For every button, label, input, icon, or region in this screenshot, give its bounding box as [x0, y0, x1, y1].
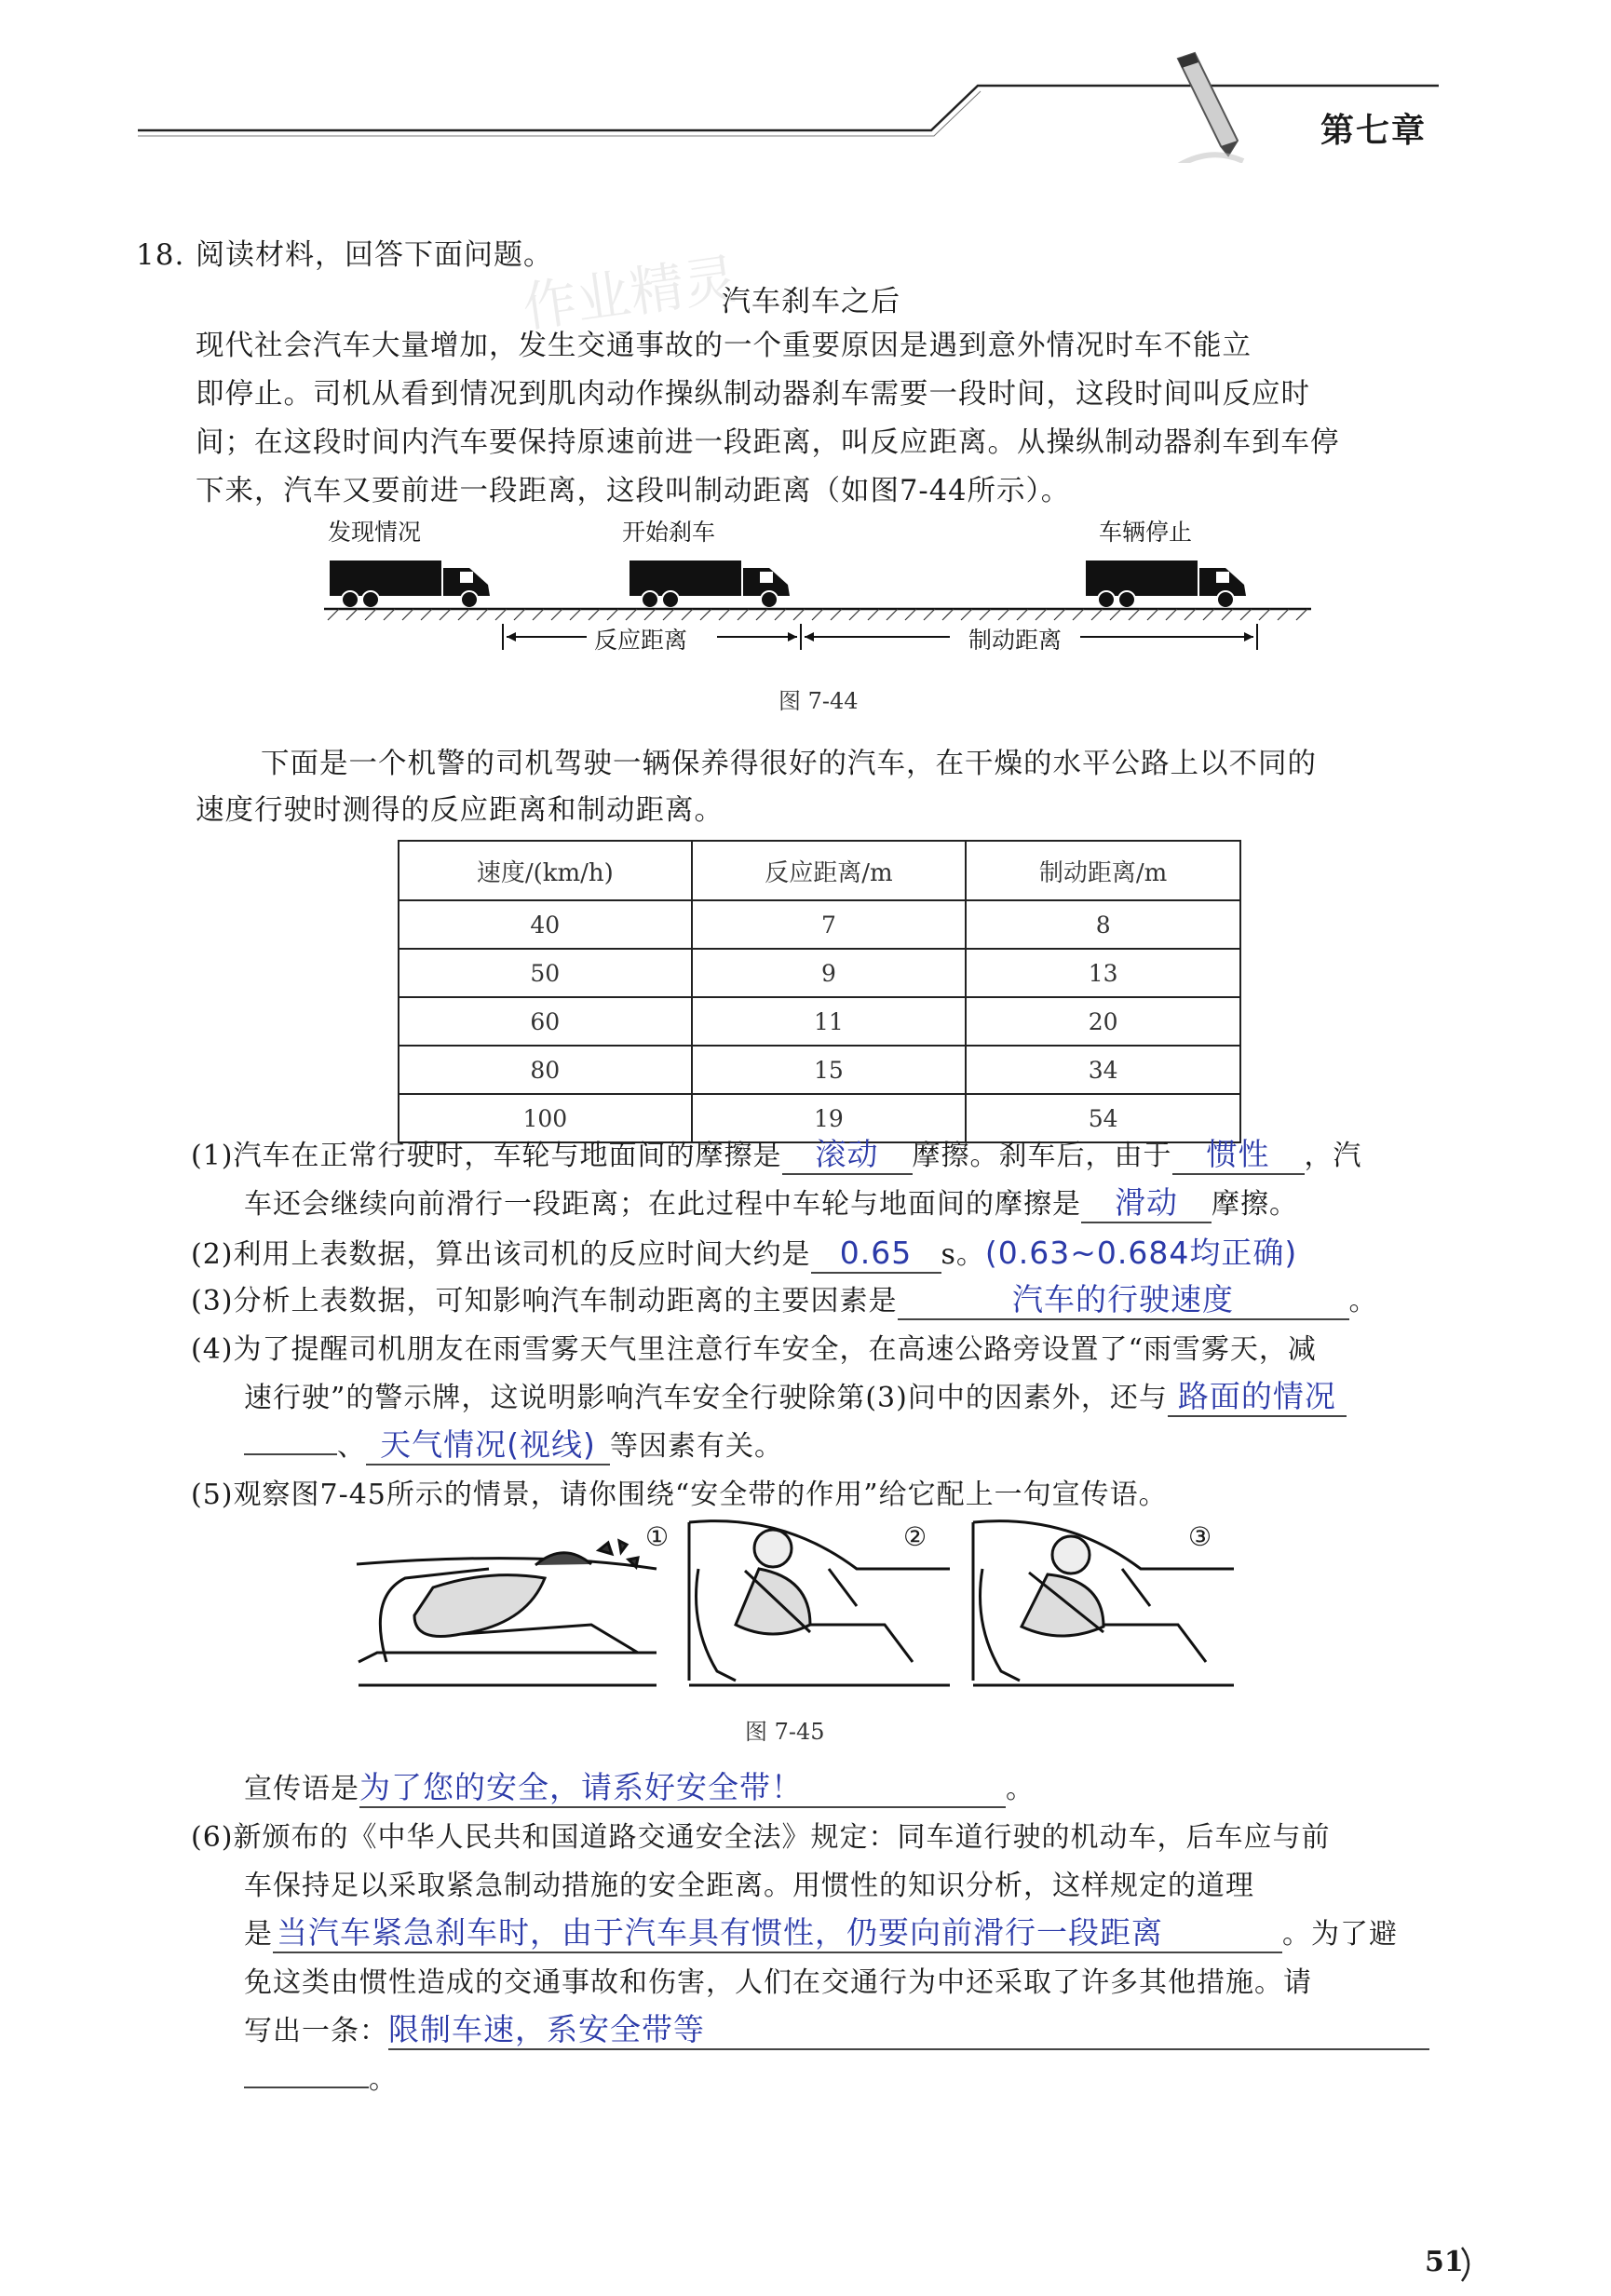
- q6-line-3: 是 当汽车紧急刹车时，由于汽车具有惯性，仍要向前滑行一段距离 。为了避: [244, 1911, 1398, 1959]
- paragraph-2-line-2: 速度行驶时测得的反应距离和制动距离。: [196, 794, 724, 827]
- q6-line-5: 写出一条：限制车速，系安全带等: [244, 2007, 1429, 2056]
- table-cell: 100: [399, 1094, 692, 1142]
- q6-line-2: 车保持足以采取紧急制动措施的安全距离。用惯性的知识分析，这样规定的道理: [244, 1870, 1254, 1902]
- table-row: [399, 997, 1240, 1046]
- q4-line-3: 、 天气情况(视线) 等因素有关。: [244, 1423, 783, 1471]
- q4-answer-2: 天气情况(视线): [366, 1426, 610, 1465]
- q1-line-1: (1)汽车在正常行驶时，车轮与地面间的摩擦是 滚动 摩擦。刹车后，由于 惯性 ，汽: [191, 1132, 1362, 1181]
- table-cell: 20: [966, 997, 1240, 1046]
- q6-answer-2: 限制车速，系安全带等: [388, 2011, 1429, 2050]
- q3-answer: 汽车的行驶速度: [898, 1281, 1349, 1320]
- paragraph-2-line-1: 下面是一个机警的司机驾驶一辆保养得很好的汽车，在干燥的水平公路上以不同的: [261, 748, 1317, 780]
- table-header-row: [399, 841, 1240, 900]
- question-number: 18.: [136, 238, 185, 272]
- fig44-brake-distance: 制动距离: [968, 627, 1063, 654]
- truck-icon: [1086, 560, 1246, 608]
- article-paragraph-1d: [196, 467, 1070, 516]
- fig45-mark-1: ①: [645, 1521, 670, 1552]
- q6-answer-1: 当汽车紧急刹车时，由于汽车具有惯性，仍要向前滑行一段距离: [273, 1914, 1282, 1953]
- q3-line: (3)分析上表数据，可知影响汽车制动距离的主要因素是 汽车的行驶速度 。: [191, 1277, 1378, 1326]
- page-number: 51: [1425, 2246, 1464, 2278]
- table-cell: 8: [966, 900, 1240, 949]
- table-row: [399, 949, 1240, 997]
- article-line: 下来，汽车又要前进一段距离，这段叫制动距离（如图7-44所示）。: [196, 475, 1071, 507]
- article-paragraph-1: [196, 322, 1252, 371]
- table-cell: 15: [692, 1046, 967, 1094]
- q6-line-1: (6)新颁布的《中华人民共和国道路交通安全法》规定：同车道行驶的机动车，后车应与前: [191, 1821, 1331, 1854]
- article-line: 现代社会汽车大量增加，发生交通事故的一个重要原因是遇到意外情况时车不能立: [196, 330, 1252, 362]
- q4-answer-1: 路面的情况: [1168, 1378, 1347, 1417]
- header-rule: [0, 0, 1611, 186]
- truck-icon: [630, 560, 790, 608]
- q2-line: (2)利用上表数据，算出该司机的反应时间大约是 0.65 s。(0.63~0.684均正确): [191, 1229, 1297, 1279]
- table-cell: 40: [399, 900, 692, 949]
- q6-line-6: 。: [244, 2056, 398, 2104]
- table-cell: 60: [399, 997, 692, 1046]
- fig44-label-discover: 发现情况: [328, 519, 422, 546]
- fig44-label-brake: 开始刹车: [622, 519, 716, 546]
- chapter-title: 第七章: [1320, 111, 1428, 150]
- q5-slogan-line: 宣传语是为了您的安全，请系好安全带！ 。: [244, 1765, 1035, 1814]
- watermark: 作业精灵: [519, 247, 742, 340]
- article-paragraph-1b: [196, 371, 1310, 419]
- q1-line-2: 车还会继续向前滑行一段距离；在此过程中车轮与地面间的摩擦是 滑动 摩擦。: [244, 1181, 1298, 1229]
- q1-answer-2: 惯性: [1172, 1136, 1305, 1175]
- table-cell: 50: [399, 949, 692, 997]
- truck-icon: [330, 560, 490, 608]
- fig44-caption: 图 7-44: [778, 688, 859, 714]
- page-number-bracket: [1458, 2244, 1477, 2285]
- article-paragraph-1c: [196, 419, 1340, 467]
- table-cell: 34: [966, 1046, 1240, 1094]
- table-cell: 11: [692, 997, 967, 1046]
- fig45-mark-3: ③: [1188, 1521, 1213, 1552]
- table-cell: 7: [692, 900, 967, 949]
- fig44-label-stop: 车辆停止: [1099, 519, 1193, 546]
- q5-line: (5)观察图7-45所示的情景，请你围绕“安全带的作用”给它配上一句宣传语。: [191, 1479, 1168, 1511]
- table-cell: 19: [692, 1094, 967, 1142]
- table-cell: 9: [692, 949, 967, 997]
- fig45-mark-2: ②: [903, 1521, 928, 1552]
- fig44-reaction-distance: 反应距离: [594, 627, 688, 654]
- question-intro: 阅读材料，回答下面问题。: [196, 238, 553, 272]
- table-header-cell: 制动距离/m: [966, 841, 1240, 900]
- table-cell: 80: [399, 1046, 692, 1094]
- speed-distance-table: [398, 840, 1241, 1143]
- q1-answer-3: 滑动: [1081, 1184, 1212, 1223]
- table-cell: 54: [966, 1094, 1240, 1142]
- q4-line-1: (4)为了提醒司机朋友在雨雪雾天气里注意行车安全，在高速公路旁设置了“雨雪雾天，减: [191, 1333, 1317, 1366]
- table-header-cell: 速度/(km/h): [399, 841, 692, 900]
- article-line: 即停止。司机从看到情况到肌肉动作操纵制动器刹车需要一段时间，这段时间叫反应时: [196, 378, 1310, 411]
- table-header-cell: 反应距离/m: [692, 841, 967, 900]
- pencil-icon: [1169, 51, 1252, 163]
- q2-note: (0.63~0.684均正确): [984, 1235, 1298, 1271]
- q2-answer: 0.65: [811, 1235, 941, 1274]
- article-title: 汽车刹车之后: [722, 285, 900, 318]
- table-row: [399, 900, 1240, 949]
- fig45-caption: 图 7-45: [745, 1719, 825, 1745]
- fig44-road-diagram: [317, 540, 1322, 661]
- fig45-seatbelt-illustration: [349, 1513, 1243, 1690]
- table-row: [399, 1046, 1240, 1094]
- q5-slogan-answer: 为了您的安全，请系好安全带！: [359, 1769, 1006, 1808]
- q4-line-2: 速行驶”的警示牌，这说明影响汽车安全行驶除第(3)问中的因素外，还与 路面的情况: [244, 1374, 1347, 1423]
- table-cell: 13: [966, 949, 1240, 997]
- q1-answer-1: 滚动: [782, 1136, 913, 1175]
- article-line: 间；在这段时间内汽车要保持原速前进一段距离，叫反应距离。从操纵制动器刹车到车停: [196, 426, 1340, 459]
- q6-line-4: 免这类由惯性造成的交通事故和伤害，人们在交通行为中还采取了许多其他措施。请: [244, 1966, 1312, 1999]
- crash-panel-1: [357, 1541, 657, 1685]
